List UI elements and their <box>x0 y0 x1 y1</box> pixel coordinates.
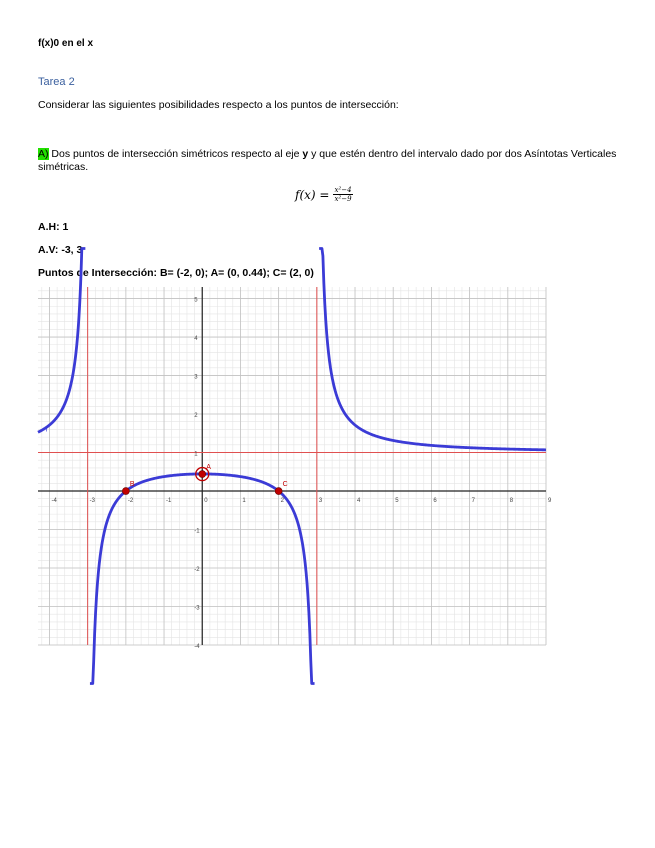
x-tick-label: 1 <box>242 498 246 505</box>
point-c <box>275 488 282 495</box>
y-tick-label: 2 <box>194 413 198 420</box>
x-tick-label: 3 <box>318 498 323 505</box>
option-a-text-2: y que estén dentro del intervalo dado por dos Asíntotas Verticales simétricas. <box>38 148 617 173</box>
x-tick-label: 2 <box>280 498 284 505</box>
intro-text: Considerar las siguientes posibilidades respecto a los puntos de intersección: <box>38 99 399 111</box>
x-tick-label: -2 <box>127 498 134 505</box>
x-tick-label: 0 <box>204 498 208 505</box>
point-label-a: A <box>206 464 211 472</box>
y-tick-label: 1 <box>194 451 198 458</box>
option-a-paragraph <box>38 148 618 174</box>
horizontal-asymptote-text: A.H: 1 <box>38 221 69 233</box>
y-tick-label: 5 <box>194 297 198 304</box>
y-tick-label: 3 <box>194 374 198 381</box>
point-label-b: B <box>129 481 135 489</box>
formula-fraction <box>333 186 352 203</box>
point-label-c: C <box>282 481 288 489</box>
x-tick-label: 4 <box>357 498 361 505</box>
vertical-asymptote-text: A.V: -3, 3 <box>38 244 83 256</box>
curve-right-branch <box>319 249 546 450</box>
x-tick-label: -1 <box>166 498 172 505</box>
y-tick-label: -4 <box>194 644 200 650</box>
x-tick-label: 6 <box>433 498 437 505</box>
x-tick-label: 8 <box>509 498 514 505</box>
x-tick-label: -3 <box>89 498 95 505</box>
function-graph <box>38 287 552 650</box>
point-a <box>199 471 206 478</box>
formula-numerator: x²−4 <box>334 186 352 194</box>
x-tick-label: 9 <box>548 498 552 505</box>
x-tick-label: -4 <box>51 498 57 505</box>
task-title: Tarea 2 <box>38 76 75 88</box>
y-tick-label: 4 <box>194 336 198 343</box>
option-a-axis: y <box>302 148 309 160</box>
page-heading: f(x)0 en el x <box>38 38 94 49</box>
point-b <box>122 488 129 495</box>
intersection-points-text: Puntos de Intersección: B= (-2, 0); A= (0, 0.44); C= (2, 0) <box>38 267 314 279</box>
option-a-text-1: Dos puntos de intersección simétricos respecto al eje <box>48 148 303 160</box>
y-tick-label: -1 <box>194 528 200 535</box>
y-tick-label: -2 <box>194 567 200 574</box>
function-formula <box>295 186 353 203</box>
x-tick-label: 7 <box>471 498 475 505</box>
y-tick-label: -3 <box>194 605 200 612</box>
formula-denominator: x²−9 <box>334 195 352 203</box>
x-tick-label: 5 <box>395 498 399 505</box>
option-a-label: A) <box>38 148 49 160</box>
formula-lhs: f(x) = <box>295 187 330 202</box>
curve-label: f <box>45 426 48 434</box>
